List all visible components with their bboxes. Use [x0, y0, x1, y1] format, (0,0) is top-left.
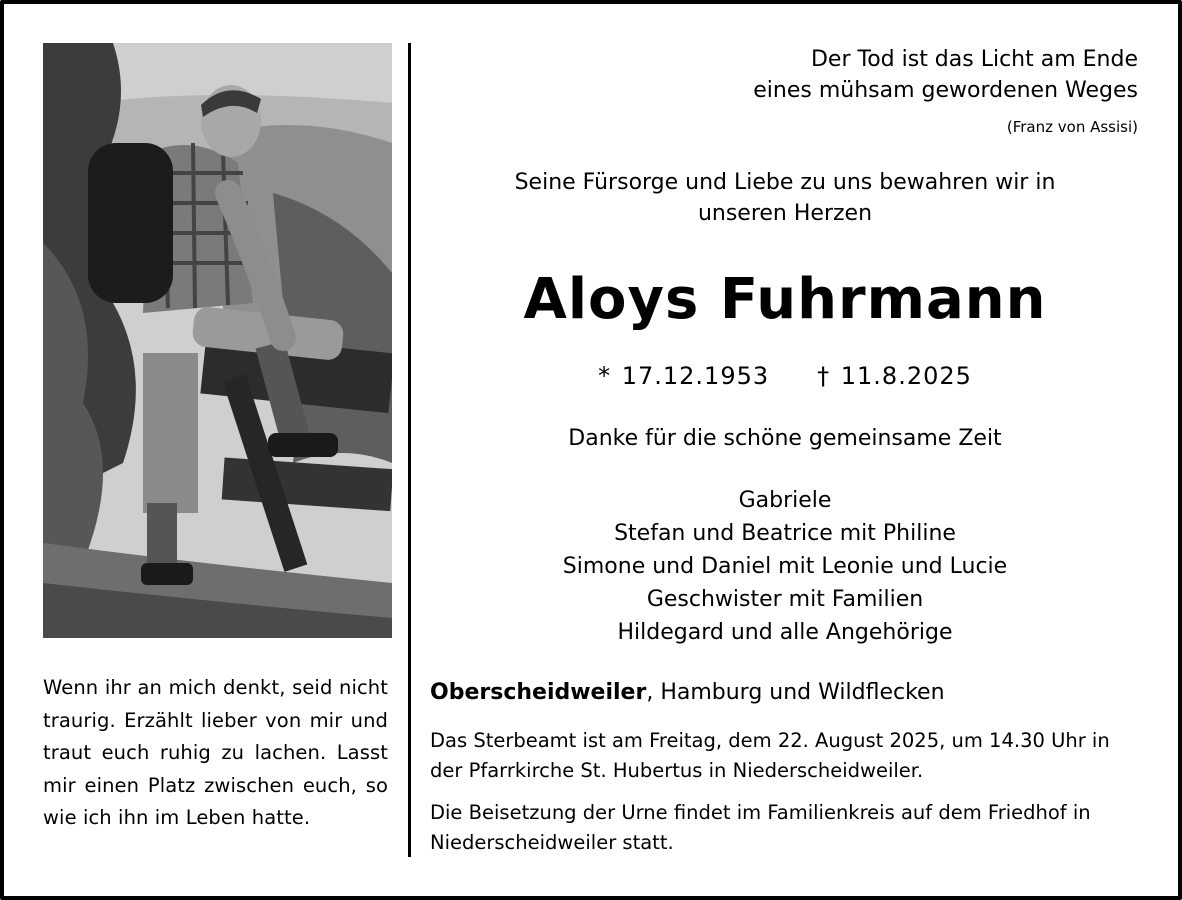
care-line-1: Seine Fürsorge und Liebe zu uns bewahren wir in	[514, 170, 1056, 195]
service-announcement: Das Sterbeamt ist am Freitag, dem 22. August 2025, um 14.30 Uhr in der Pfarrkirche St. Hubertus in Niederscheidweiler.	[430, 729, 1110, 782]
mourner-line: Gabriele	[738, 488, 832, 513]
mourner-line: Stefan und Beatrice mit Philine	[614, 521, 956, 546]
quote-source: (Franz von Assisi)	[1006, 118, 1138, 136]
mourners-list	[430, 484, 1140, 649]
epigraph-quote	[518, 44, 1138, 106]
quote-line-2: eines mühsam gewordenen Weges	[753, 78, 1138, 103]
deceased-name: Aloys Fuhrmann	[523, 267, 1047, 332]
place-primary: Oberscheidweiler	[430, 680, 647, 705]
death-date: † 11.8.2025	[817, 362, 972, 390]
mourner-line: Geschwister mit Familien	[646, 587, 924, 612]
places-line	[430, 674, 945, 712]
care-line-2: unseren Herzen	[697, 201, 873, 226]
memorial-poem: Wenn ihr an mich denkt, seid nicht traurig. Erzählt lieber von mir und traut euch ruhig zu lachen. Lasst mir einen Platz zwischen euch, so wie ich ihn im Leben hatte.	[43, 676, 388, 829]
burial-announcement: Die Beisetzung der Urne findet im Familienkreis auf dem Friedhof in Niederscheidweiler statt.	[430, 801, 1091, 854]
care-statement	[430, 167, 1140, 229]
memorial-photo	[43, 43, 392, 638]
thanks-line: Danke für die schöne gemeinsame Zeit	[568, 426, 1002, 451]
mourner-line: Hildegard und alle Angehörige	[617, 620, 953, 645]
hiker-on-bench-photo	[43, 43, 392, 638]
mourner-line: Simone und Daniel mit Leonie und Lucie	[562, 554, 1008, 579]
vertical-divider	[408, 43, 411, 857]
birth-date: * 17.12.1953	[598, 362, 770, 390]
place-rest: , Hamburg und Wildflecken	[646, 680, 945, 705]
life-dates	[430, 358, 1140, 394]
quote-line-1: Der Tod ist das Licht am Ende	[810, 47, 1138, 72]
